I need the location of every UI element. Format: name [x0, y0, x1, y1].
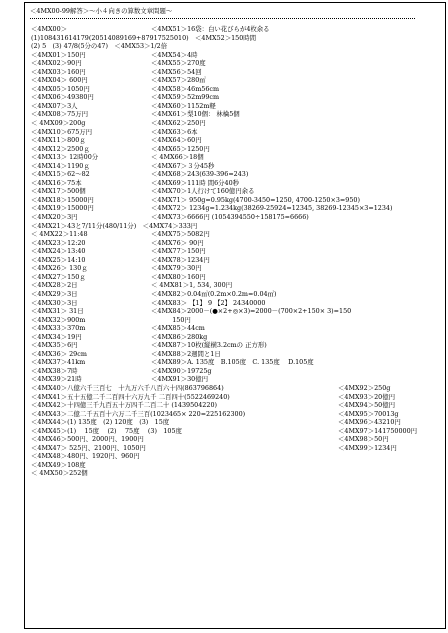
answer-row — [31, 162, 441, 171]
answer-middle: ＜4MX88＞2週間と1日 — [151, 349, 221, 358]
answer-left: ＜4MX00＞ — [31, 25, 68, 33]
answer-left: ＜4MX27＞150ｇ — [31, 272, 86, 281]
answer-middle: ＜4MX86＞280kg — [151, 332, 208, 341]
answer-middle: ＜4MX51＞16袋：白い花びらが4枚余る — [151, 25, 270, 33]
answer-row — [31, 230, 441, 239]
answer-left: ＜4MX45＞(1) 15度 (2) 75度 (3) 105度 — [31, 426, 182, 435]
answer-row — [31, 367, 441, 376]
answer-middle: ＜ 4MX81＞1, 534, 300円 — [151, 281, 233, 290]
answer-middle: ＜4MX82＞0.04㎡(0.2m×0.2m=0.04㎡) — [151, 289, 277, 298]
answer-left: ＜4MX29＞3日 — [31, 289, 78, 298]
answer-left: ＜4MX20＞3円 — [31, 213, 78, 222]
answer-row — [31, 410, 441, 419]
answer-left: ＜4MX44＞(1) 135度 (2) 120度 (3) 15度 — [31, 418, 170, 427]
answer-middle: ＜4MX59＞52m99cm — [151, 93, 220, 102]
answer-left: ＜ 4MX22＞11:48 — [31, 230, 88, 239]
answer-middle: ＜4MX77＞150円 — [151, 247, 206, 256]
answer-middle: ＜4MX83＞ 【1】 9 【2】 24340000 — [151, 298, 266, 307]
answer-left: ＜4MX26＞ 130ｇ — [31, 264, 88, 273]
answer-right: ＜4MX96＞43210円 — [338, 418, 401, 427]
answer-middle: ＜4MX84＞2000－(●×2+◎×3)=2000－(700×2+150× 3)=150 — [151, 307, 352, 316]
answer-middle: ＜4MX73＞6666円 (1054394550÷158175=6666) — [151, 213, 309, 222]
answer-middle: ＜4MX78＞1234円 — [151, 255, 210, 264]
page-title: ＜4MX00-99解答＞～小４向きの算数文章問題～ — [30, 7, 173, 15]
answer-left: ＜4MX41＞五十五億二千二百四十六万九千 二百四十(5522469240) — [31, 392, 230, 401]
answer-middle: ＜4MX62＞250円 — [151, 119, 206, 128]
answer-right: ＜4MX97＞141750000円 — [338, 426, 418, 435]
answer-left: ＜4MX16＞75本 — [31, 178, 82, 187]
answer-left: ＜4MX04＞ 600円 — [31, 76, 88, 85]
answer-left: ＜4MX11＞800ｇ — [31, 136, 86, 145]
answer-left: ＜4MX13＞ 12時00分 — [31, 153, 99, 162]
answer-middle: ＜4MX68＞243(639-396=243) — [151, 170, 249, 179]
answer-row — [31, 42, 441, 51]
answer-left: ＜4MX42＞十四億三千九百五十万四千二百二十 (1439504220) — [31, 401, 217, 410]
answer-row — [31, 213, 441, 222]
answer-left: ＜4MX12＞2500ｇ — [31, 144, 90, 153]
answer-row — [31, 418, 441, 427]
answer-left: ＜4MX02＞90円 — [31, 59, 82, 68]
answer-row — [31, 59, 441, 68]
answer-row — [31, 239, 441, 248]
answer-middle: ＜4MX60＞1152m軽 — [151, 101, 216, 110]
answer-left: ＜4MX25＞14:10 — [31, 255, 86, 264]
answer-row — [31, 299, 441, 308]
answer-left: (1)108431614179(20514089169+87917525010) ＜4MX52＞150時間 — [31, 33, 257, 42]
answer-middle: ＜4MX56＞54回 — [151, 67, 202, 76]
answer-row — [31, 25, 441, 34]
answer-row — [31, 435, 441, 444]
answer-left: ＜4MX24＞13:40 — [31, 247, 86, 256]
answer-middle: ＜4MX57＞280㎡ — [151, 76, 206, 85]
answer-row — [31, 427, 441, 436]
dotted-divider — [30, 18, 415, 19]
answer-right: ＜4MX92＞250g — [338, 383, 391, 392]
answer-middle: ＜4MX91＞30億円 — [151, 375, 208, 384]
answer-left: ＜ 4MX50＞252個 — [31, 469, 88, 478]
answer-row — [31, 204, 441, 213]
answer-right: ＜4MX94＞50億円 — [338, 401, 395, 410]
answer-row — [31, 128, 441, 137]
answer-left: ＜ 4MX09＞200g — [31, 119, 86, 128]
answer-row — [31, 393, 441, 402]
answer-middle: ＜4MX55＞270度 — [151, 59, 206, 68]
answer-row — [31, 68, 441, 77]
answer-left: ＜4MX03＞160円 — [31, 67, 86, 76]
answer-row — [31, 93, 441, 102]
answer-left: ＜4MX08＞75万円 — [31, 110, 88, 119]
answer-left: ＜4MX39＞21時 — [31, 375, 82, 384]
answer-row — [31, 170, 441, 179]
answer-left: ＜4MX31＞ 31日 — [31, 307, 84, 316]
answer-row — [31, 110, 441, 119]
answer-left: ＜4MX18＞15000円 — [31, 195, 94, 204]
answer-left: ＜4MX01＞150円 — [31, 50, 86, 59]
answer-left: ＜4MX37＞41km — [31, 358, 86, 367]
answer-sheet — [24, 2, 446, 629]
answer-left: ＜4MX21＞43と7/11分(480/11分) ＜4MX74＞333円 — [31, 221, 198, 230]
answer-middle: ＜4MX76＞ 90円 — [151, 238, 204, 247]
answer-row — [31, 469, 441, 478]
answer-left: ＜4MX19＞15000円 — [31, 204, 94, 213]
answer-row — [31, 375, 441, 384]
answer-right: ＜4MX93＞20億円 — [338, 392, 395, 401]
answer-row — [31, 119, 441, 128]
answer-left: ＜4MX49＞108度 — [31, 460, 86, 469]
answer-right: ＜4MX95＞70013g — [338, 409, 399, 418]
answer-middle: ＜4MX87＞10枚(縦横3.2cmの 正方形) — [151, 341, 267, 350]
answer-row — [31, 290, 441, 299]
answer-middle: ＜4MX89＞A. 135度 B.105度 C. 135度 D.105度 — [151, 358, 314, 367]
answer-row — [31, 222, 441, 231]
answer-row — [31, 51, 441, 60]
answer-middle: ＜4MX58＞46m56cm — [151, 84, 220, 93]
answer-row — [31, 444, 441, 453]
answer-row — [31, 401, 441, 410]
answer-row — [31, 341, 441, 350]
answer-middle: ＜4MX70＞1人行けて160億円余る — [151, 187, 255, 196]
answer-row — [31, 461, 441, 470]
answer-row — [31, 153, 441, 162]
answer-right: ＜4MX98＞50円 — [338, 435, 389, 444]
answer-middle: ＜4MX67＞３分45秒 — [151, 161, 215, 170]
answer-middle: ＜4MX90＞19725g — [151, 366, 212, 375]
answer-left: ＜4MX47＞ 525円、2100円、1050円 — [31, 443, 146, 452]
answer-left: ＜4MX38＞7時 — [31, 366, 78, 375]
answer-middle: ＜4MX71＞ 950g=0.95kg(4700-3450=1250, 4700-1250×3=950) — [151, 195, 360, 204]
answer-middle: ＜ 4MX66＞18個 — [151, 153, 204, 162]
answer-row — [31, 264, 441, 273]
answer-row — [31, 333, 441, 342]
answer-middle: ＜4MX79＞30円 — [151, 264, 202, 273]
answer-row — [31, 247, 441, 256]
answer-row — [31, 452, 441, 461]
answer-middle: ＜4MX85＞44cm — [151, 324, 205, 333]
answer-list — [31, 25, 441, 478]
answer-middle: ＜4MX63＞6本 — [151, 127, 198, 136]
answer-row — [31, 85, 441, 94]
answer-row — [31, 76, 441, 85]
answer-left: ＜4MX36＞ 29cm — [31, 349, 87, 358]
answer-middle: ＜4MX54＞4時 — [151, 50, 198, 59]
answer-row — [31, 34, 441, 43]
answer-middle: ＜4MX80＞160円 — [151, 272, 206, 281]
answer-left: ＜4MX05＞1050円 — [31, 84, 90, 93]
answer-row — [31, 307, 441, 316]
answer-left: ＜4MX35＞6円 — [31, 341, 78, 350]
answer-middle: ＜4MX72＞ 1234g=1.234kg(38269-25924=12345, 38269-12345×3=1234) — [151, 204, 393, 213]
answer-middle: ＜4MX65＞1250円 — [151, 144, 210, 153]
answer-left: ＜4MX07＞3人 — [31, 101, 78, 110]
answer-left: ＜4MX10＞675万円 — [31, 127, 93, 136]
answer-left: ＜4MX43＞二億二千五百十六万二千三百(1023465× 220=225162300) — [31, 409, 246, 418]
answer-middle: 150円 — [151, 315, 191, 324]
answer-left: ＜4MX30＞3日 — [31, 298, 78, 307]
answer-left: ＜4MX46＞500円、2000円、1900円 — [31, 435, 144, 444]
answer-row — [31, 196, 441, 205]
answer-row — [31, 324, 441, 333]
answer-left: ＜4MX48＞480円、1920円、960円 — [31, 452, 140, 461]
answer-left: ＜4MX34＞19円 — [31, 332, 82, 341]
answer-left: ＜4MX40＞八億六千三百七 十九万六千八百六十四(863796864) — [31, 383, 224, 392]
answer-right: ＜4MX99＞1234円 — [338, 443, 397, 452]
answer-row — [31, 273, 441, 282]
answer-row — [31, 358, 441, 367]
answer-middle: ＜4MX69＞111時 間6分40秒 — [151, 178, 240, 187]
answer-left: ＜4MX15＞62～82 — [31, 170, 90, 179]
answer-row — [31, 256, 441, 265]
answer-row — [31, 316, 441, 325]
answer-row — [31, 187, 441, 196]
answer-middle: ＜4MX64＞60円 — [151, 136, 202, 145]
answer-left: ＜4MX32＞900m — [31, 315, 86, 324]
answer-left: ＜4MX14＞1190ｇ — [31, 161, 90, 170]
answer-row — [31, 384, 441, 393]
answer-left: ＜4MX33＞370m — [31, 324, 86, 333]
answer-left: ＜4MX23＞12:20 — [31, 238, 86, 247]
answer-left: (2) 5 (3) 47/8(5分の47) ＜4MX53＞1/2倍 — [31, 42, 168, 51]
answer-left: ＜4MX06＞49380円 — [31, 93, 94, 102]
answer-middle: ＜4MX75＞5082円 — [151, 230, 210, 239]
answer-middle: ＜4MX61＞梨10個： 林檎5個 — [151, 110, 240, 119]
answer-left: ＜4MX28＞2日 — [31, 281, 78, 290]
answer-left: ＜4MX17＞500個 — [31, 187, 86, 196]
answer-row — [31, 145, 441, 154]
answer-row — [31, 136, 441, 145]
answer-row — [31, 281, 441, 290]
